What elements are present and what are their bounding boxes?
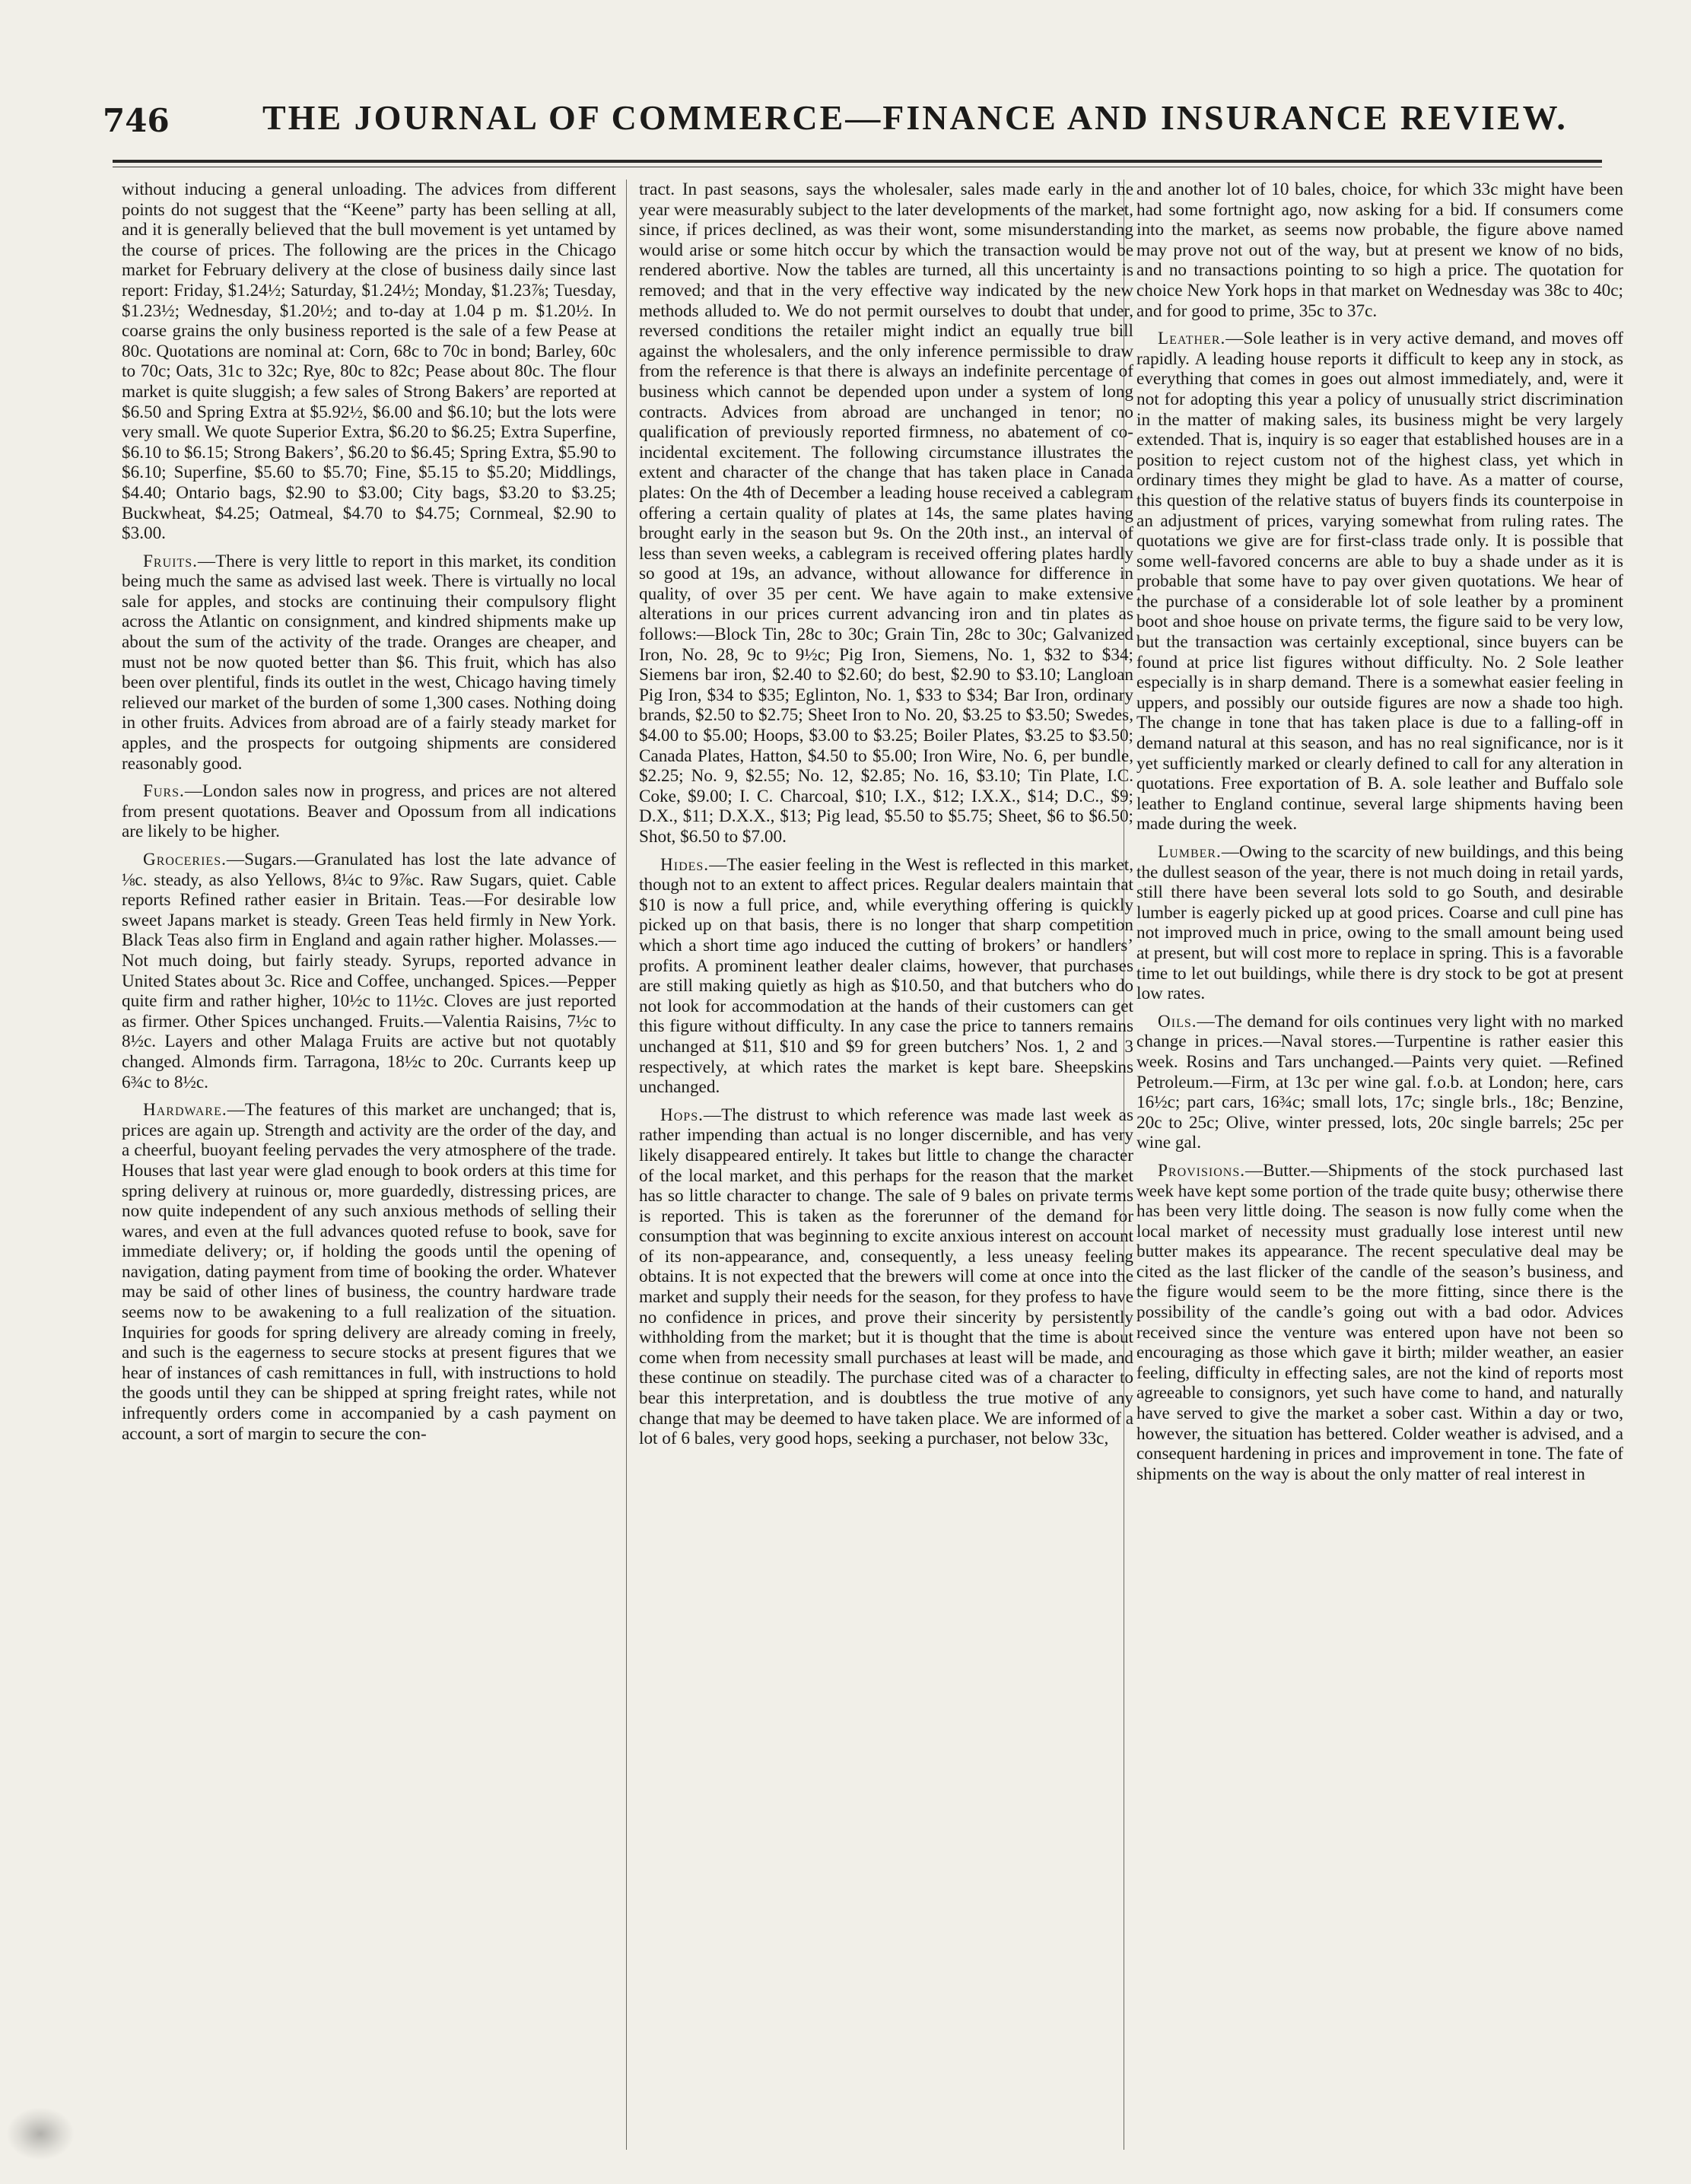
column-divider — [626, 180, 627, 2150]
article-paragraph — [639, 855, 1133, 1098]
paragraph-text: —There is very little to report in this market, its condition being much the same as advised last week. There is virtually no local sale for apples, and stocks are continuing their compulsory flight across the Atlantic on consignment, and kindred shipments make up about the sum of the activity of the trade. Oranges are cheaper, and must not be now quoted better than $6. This fruit, which has also been over plentiful, finds its outlet in the west, Chicago having timely relieved our market of the burden of some 1,300 cases. Nothing doing in other fruits. Advices from abroad are of a fairly steady market for apples, and the prospects for outgoing shipments are considered reasonably good. — [122, 551, 616, 774]
paragraph-text: without inducing a general unloading. The advices from different points do not suggest that the “Keene” party has been selling at all, and it is generally believed that the bull movement is yet untamed by the course of prices. The following are the prices in the Chicago market for February delivery at the close of business daily since last report: Friday, $1.24½; Saturday, $1.24½; Monday, $1.23⅞; Tuesday, $1.23½; Wednesday, $1.20½; and to-day at 1.04 p m. $1.20½. In coarse grains the only business reported is the sale of a few Pease at 80c. Quotations are nominal at: Corn, 68c to 70c in bond; Barley, 60c to 70c; Oats, 31c to 32c; Rye, 80c to 82c; Pease about 80c. The flour market is quite sluggish; a few sales of Strong Bakers’ are reported at $6.50 and Spring Extra at $5.92½, $6.00 and $6.10; but the lots were very small. We quote Superior Extra, $6.20 to $6.25; Extra Superfine, $6.10 to $6.15; Strong Bakers’, $6.20 to $6.45; Spring Extra, $5.90 to $6.10; Superfine, $5.60 to $5.70; Fine, $5.15 to $5.20; Middlings, $4.40; Ontario bags, $2.90 to $3.00; City bags, $3.20 to $3.25; Buckwheat, $4.25; Oatmeal, $4.70 to $4.75; Cornmeal, $2.90 to $3.00. — [122, 180, 616, 544]
journal-title: THE JOURNAL OF COMMERCE—FINANCE AND INSURANCE REVIEW. — [262, 98, 1568, 137]
section-heading: Oils. — [1158, 1011, 1197, 1032]
paragraph-text: —London sales now in progress, and prices are not altered from present quotations. Beaver and Opossum from all indications are likely to be higher. — [122, 781, 616, 842]
section-heading: Hides. — [660, 854, 710, 875]
paragraph-text: tract. In past seasons, says the wholesaler, sales made early in the year were measurably subject to the later developments of the market, since, if prices declined, as was their wont, some misunderstanding would arise or some hitch occur by which the transaction would be rendered abortive. Now the tables are turned, all this uncertainty is removed; and that in the very effective way indicated by the new methods alluded to. We do not permit ourselves to doubt that under, reversed conditions the retailer might indict an equally true bill against the wholesalers, and the only inference permissible to draw from the reference is that there is always an indefinite percentage of business which cannot be depended upon under a system of long contracts. Advices from abroad are unchanged in tenor; no qualification of previously reported firmness, no abatement of co-incidental excitement. The following circumstance illustrates the extent and character of the change that has taken place in Canada plates: On the 4th of December a leading house received a cablegram offering a certain quality of plates at 14s, the same plates having brought early in the season but 9s. On the 20th inst., an interval of less than seven weeks, a cablegram is received offering plates hardly so good at 19s, an advance, without allowance for difference in quality, of over 35 per cent. We have again to make extensive alterations in our prices current advancing iron and tin plates as follows:—Block Tin, 28c to 30c; Grain Tin, 28c to 30c; Galvanized Iron, No. 28, 9c to 9½c; Pig Iron, Siemens, No. 1, $32 to $34; Siemens bar iron, $2.40 to $2.60; do best, $2.90 to $3.10; Langloan Pig Iron, $34 to $35; Eglinton, No. 1, $33 to $34; Bar Iron, ordinary brands, $2.50 to $2.75; Sheet Iron to No. 20, $3.25 to $3.50; Swedes, $4.00 to $5.00; Hoops, $3.00 to $3.25; Boiler Plates, $3.25 to $3.50; Canada Plates, Hatton, $4.50 to $5.00; Iron Wire, No. 6, per bundle, $2.25; No. 9, $2.55; No. 12, $2.85; No. 16, $3.10; Tin Plate, I.C. Coke, $9.00; I. C. Charcoal, $10; I.X., $12; I.X.X., $14; D.C., $9; D.X., $11; D.X.X., $13; Pig lead, $5.50 to $5.75; Sheet, $6 to $6.50; Shot, $6.50 to $7.00. — [639, 180, 1133, 847]
article-paragraph — [122, 781, 616, 842]
article-paragraph — [122, 1100, 616, 1444]
article-paragraph — [639, 1105, 1133, 1449]
column-1 — [122, 180, 616, 2150]
paragraph-text: —The features of this market are unchanged; that is, prices are again up. Strength and activity are the order of the day, and a cheerful, buoyant feeling pervades the very atmosphere of the trade. Houses that last year were glad enough to book orders at this time for spring delivery at ruinous or, more guardedly, distressing prices, are now quite independent of any such anxious methods of selling their wares, and even at the full advances quoted refuse to book, save for immediate delivery; or, if holding the goods until the opening of navigation, dating payment from time of booking the order. Whatever may be said of other lines of business, the country hardware trade seems now to be awakening to a full realization of the situation. Inquiries for goods for spring delivery are already coming in freely, and such is the eagerness to secure stocks at present figures that we hear of instances of cash remittances in full, with instructions to hold the goods until they can be shipped at spring freight rates, while not infrequently orders come in accompanied by a cash payment on account, a sort of margin to secure the con- — [122, 1100, 616, 1444]
article-continuation — [122, 180, 616, 544]
article-paragraph — [1136, 1161, 1623, 1485]
section-heading: Hops. — [660, 1105, 704, 1125]
column-3 — [1136, 180, 1623, 2150]
section-heading: Provisions. — [1158, 1160, 1246, 1181]
section-heading: Leather. — [1158, 329, 1226, 349]
paragraph-text: —Sugars.—Granulated has lost the late advance of ⅛c. steady, as also Yellows, 8¼c to 9⅞c. Raw Sugars, quiet. Cable reports Refined rather easier in Britain. Teas.—For desirable low sweet Japans market is steady. Green Teas held firmly in New York. Black Teas also firm in England and again rather higher. Molasses.—Not much doing, but fairly steady. Syrups, reported advance in United States about 3c. Rice and Coffee, unchanged. Spices.—Pepper quite firm and rather higher, 10½c to 11½c. Cloves are just reported as firmer. Other Spices unchanged. Fruits.—Valentia Raisins, 7½c to 8½c. Layers and other Malaga Fruits are active but not quotably changed. Almonds firm. Tarragona, 18½c to 20c. Currants keep up 6¾c to 8½c. — [122, 850, 616, 1092]
paragraph-text: —Owing to the scarcity of new buildings, and this being the dullest season of the year, there is not much doing in retail yards, still there have been several lots sold to go South, and desirable lumber is eagerly picked up at good prices. Coarse and cull pine has not improved much in price, owing to the small amount being used at present, but will cost more to replace in spring. This is a favorable time to let out buildings, while there is dry stock to be got at present low rates. — [1136, 842, 1623, 1004]
paragraph-text: —Sole leather is in very active demand, and moves off rapidly. A leading house reports it difficult to keep any in stock, as everything that comes in goes out almost immediately, and, were it not for adopting this year a policy of unusually strict discrimination in the matter of making sales, its business might be very largely extended. That is, inquiry is so eager that established houses are in a position to reject custom not of the highest class, yet which in ordinary times they might be glad to have. As a matter of course, this question of the relative status of buyers finds its counterpoise in an adjustment of prices, varying somewhat from ruling rates. The quotations we give are for first-class trade only. It is possible that some well-favored concerns are able to buy a shade under as it is probable that some have to pay over given quotations. We hear of the purchase of a considerable lot of sole leather by a prominent boot and shoe house on private terms, the figure said to be very low, but the transaction was certainly exceptional, since buyers can be found at price list figures without difficulty. No. 2 Sole leather especially is in sharp demand. There is a somewhat easier feeling in uppers, and possibly our outside figures are now a shade too high. The change in tone that has taken place is due to a falling-off in demand natural at this season, and has no real significance, nor is it yet sufficiently marked or clearly defined to call for any alteration in quotations. Free exportation of B. A. sole leather and Buffalo sole leather to England continue, several large shipments having been made during the week. — [1136, 329, 1623, 834]
article-paragraph — [1136, 1012, 1623, 1153]
paragraph-text: and another lot of 10 bales, choice, for which 33c might have been had some fortnight ago, now asking for a bid. If consumers come into the market, as seems now probable, the figure above named may prove not out of the way, but at present we know of no bids, and no transactions pointing to so high a price. The quotation for choice New York hops in that market on Wednesday was 38c to 40c; and for good to prime, 35c to 37c. — [1136, 180, 1623, 321]
section-heading: Fruits. — [143, 551, 198, 571]
paragraph-text: —The easier feeling in the West is reflected in this market, though not to an extent to affect prices. Regular dealers maintain that $10 is now a full price, and, while everything offering is quickly picked up on that basis, there is no longer that sharp competition which a short time ago induced the cutting of brokers’ or handlers’ profits. A prominent leather dealer claims, however, that purchases are still making quietly as high as $10.50, and that butchers who do not look for accommodation at the hands of their customers can get this figure without difficulty. In any case the price to tanners remains unchanged at $11, $10 and $9 for green butchers’ Nos. 1, 2 and 3 respectively, at which rates the market is kept bare. Sheepskins unchanged. — [639, 854, 1133, 1098]
section-heading: Hardware. — [143, 1100, 227, 1121]
page-number: 746 — [103, 102, 170, 139]
article-paragraph — [1136, 329, 1623, 834]
header-rule-thick — [113, 160, 1602, 163]
page-smudge — [6, 2107, 75, 2160]
article-paragraph — [122, 850, 616, 1092]
article-continuation — [1136, 180, 1623, 321]
paragraph-text: —The demand for oils continues very light with no marked change in prices.—Naval stores.—Turpentine is rather easier this week. Rosins and Tars unchanged.—Paints very quiet. —Refined Petroleum.—Firm, at 13c per wine gal. f.o.b. at London; here, cars 16½c; part cars, 16¾c; small lots, 17c; single brls., 18c; Benzine, 20c to 25c; Olive, winter pressed, lots, 20c single barrels; 25c per wine gal. — [1136, 1011, 1623, 1153]
column-2 — [639, 180, 1133, 2150]
paragraph-text: —The distrust to which reference was made last week as rather impending than actual is no longer discernible, and has very likely disappeared entirely. It takes but little to change the character of the local market, and this perhaps for the reason that the market has so little character to change. The sale of 9 bales on private terms is reported. This is taken as the forerunner of the demand for consumption that was beginning to excite anxious interest on account of its non-appearance, and, consequently, a less uneasy feeling obtains. It is not expected that the brewers will come at once into the market and supply their needs for the season, for they profess to have no confidence in prices, and prove their sincerity by persistently withholding from the market; but it is thought that the time is about come when from necessity small purchases at least will be made, and these continue on steadily. The purchase cited was of a character to bear this interpretation, and is doubtless the true motive of any change that may be deemed to have taken place. We are informed of a lot of 6 bales, very good hops, seeking a purchaser, not below 33c, — [639, 1105, 1133, 1449]
article-paragraph — [1136, 842, 1623, 1004]
article-paragraph — [122, 552, 616, 774]
section-heading: Furs. — [143, 781, 185, 802]
section-heading: Groceries. — [143, 850, 227, 869]
section-heading: Lumber. — [1158, 842, 1222, 862]
page-header — [103, 97, 1624, 158]
article-continuation — [639, 180, 1133, 847]
paragraph-text: —Butter.—Shipments of the stock purchased last week have kept some portion of the trade quite busy; otherwise there has been very little doing. The season is now fully come when the local market of necessity must gradually lose interest until new butter makes its appearance. The recent speculative deal may be cited as the last flicker of the candle of the season’s business, and the figure would seem to be the more fitting, since there is the possibility of the candle’s going out with a bad odor. Advices received since the venture was entered upon have not been so encouraging as those which gave it birth; milder weather, an easier feeling, difficulty in effecting sales, are not the kind of reports most agreeable to consignors, yet such have come to hand, and naturally have served to give the market a sober cast. Within a day or two, however, the situation has bettered. Colder weather is advised, and a consequent hardening in prices and improvement in tone. The fate of shipments on the way is about the only matter of real interest in — [1136, 1160, 1623, 1484]
